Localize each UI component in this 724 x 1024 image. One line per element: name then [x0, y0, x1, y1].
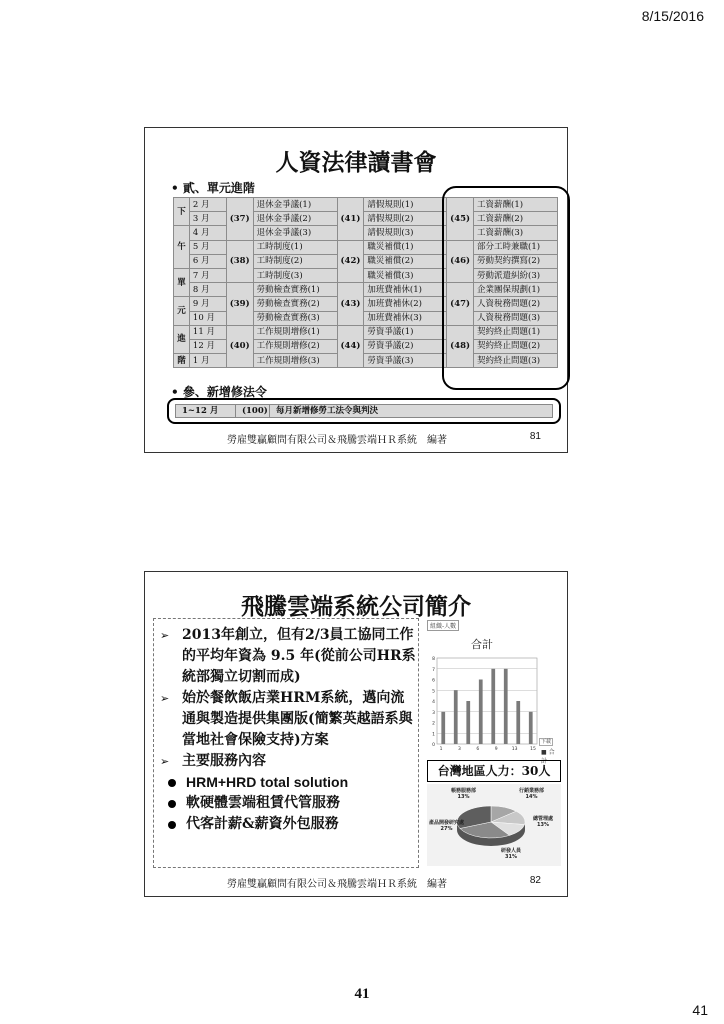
- y-tick-label: 7: [432, 667, 435, 673]
- session-number: (42): [337, 240, 364, 283]
- new-law-row: [175, 404, 553, 418]
- month-cell: 11 月: [189, 325, 226, 339]
- session-number: (45): [447, 198, 474, 241]
- topic-cell: 每月新增修勞工法令與判決: [276, 406, 379, 416]
- bullet-dot-icon: [168, 821, 176, 829]
- topic-cell: 人資稅務問題(3): [474, 311, 558, 325]
- y-tick-label: 0: [432, 743, 435, 748]
- bullet-dot-icon: [168, 800, 176, 808]
- legend-entry: ■ 合計: [541, 749, 555, 765]
- sub-item: 代客計薪&薪資外包服務: [160, 814, 418, 835]
- month-cell: 6 月: [189, 254, 226, 268]
- x-tick-label: 3: [457, 747, 461, 752]
- x-tick-label: 1: [439, 747, 443, 752]
- side-label-cell: 進: [174, 325, 190, 353]
- slide-number: 81: [529, 431, 541, 442]
- headcount-bar-chart: [427, 620, 559, 765]
- bar: [529, 712, 533, 744]
- topic-cell: 勞動契約撰寫(2): [474, 254, 558, 268]
- session-number: (38): [226, 240, 253, 283]
- side-label-cell: 午: [174, 226, 190, 269]
- topic-cell: 勞動檢查實務(1): [253, 283, 337, 297]
- session-number: (43): [337, 283, 364, 326]
- bar: [466, 701, 470, 744]
- arrow-icon: ➢: [160, 629, 170, 642]
- month-cell: 12 月: [189, 339, 226, 353]
- topic-cell: 工時制度(1): [253, 240, 337, 254]
- topic-cell: 工資薪酬(2): [474, 212, 558, 226]
- topic-cell: 企業團保規劃(1): [474, 283, 558, 297]
- session-number: (39): [226, 283, 253, 326]
- topic-cell: 職災補償(2): [364, 254, 447, 268]
- session-number: (41): [337, 198, 364, 241]
- slide-number: 82: [529, 875, 541, 886]
- list-item: ➢ 2013年創立，但有2/3員工協同工作的平均年資為 9.5 年(從前公司HR系統部獨立切割而成): [160, 627, 416, 685]
- topic-cell: 勞動派遣糾紛(3): [474, 268, 558, 282]
- plot-area: [437, 658, 537, 744]
- bar: [516, 701, 520, 744]
- month-cell: 9 月: [189, 297, 226, 311]
- topic-cell: 工作規則增修(2): [253, 339, 337, 353]
- department-pie-chart: [427, 784, 561, 866]
- staff-count-label: 台灣地區人力：30人: [427, 760, 561, 782]
- topic-cell: 勞動檢查實務(3): [253, 311, 337, 325]
- page-number-corner: 41: [692, 1002, 708, 1018]
- y-tick-label: 3: [432, 710, 435, 716]
- pie-label: 帳務服務部 13%: [451, 788, 477, 800]
- arrow-icon: ➢: [160, 692, 170, 705]
- slide-82: [144, 571, 568, 897]
- topic-cell: 工作規則增修(3): [253, 354, 337, 368]
- list-item: ➢ 始於餐飲飯店業HRM系統，邁向流通與製造提供集團版(簡繁英越語系與當地社會保險支持)方案: [160, 690, 413, 748]
- bar: [441, 712, 445, 744]
- sub-item: 軟硬體雲端租賃代管服務: [160, 793, 418, 814]
- topic-cell: 工時制度(3): [253, 268, 337, 282]
- topic-cell: 契約終止問題(1): [474, 325, 558, 339]
- y-tick-label: 1: [432, 732, 435, 738]
- pie-label: 產品開發研究處 27%: [429, 820, 465, 832]
- month-cell: 8 月: [189, 283, 226, 297]
- topic-cell: 加班費補休(1): [364, 283, 447, 297]
- session-number: (46): [447, 240, 474, 283]
- month-cell: 10 月: [189, 311, 226, 325]
- x-tick-label: 13: [511, 747, 518, 752]
- bar: [454, 690, 458, 744]
- month-cell: 4 月: [189, 226, 226, 240]
- chart-tag: 組織-人數: [427, 620, 459, 631]
- x-tick-label: 6: [476, 747, 480, 752]
- intro-box: [153, 618, 419, 868]
- topic-cell: 職災補償(1): [364, 240, 447, 254]
- session-number: (48): [447, 325, 474, 368]
- footer-text: 勞雇雙贏顧問有限公司＆飛騰雲端ＨＲ系統 編著: [227, 435, 447, 446]
- slide-title: 飛騰雲端系統公司簡介: [241, 593, 471, 620]
- session-number: (40): [226, 325, 253, 368]
- session-number: (37): [226, 198, 253, 241]
- session-number: (44): [337, 325, 364, 368]
- y-tick-label: 6: [432, 678, 435, 684]
- side-label-cell: 階: [174, 354, 190, 368]
- pie-label: 總管理處 13%: [533, 816, 554, 828]
- topic-cell: 退休金爭議(2): [253, 212, 337, 226]
- bar: [491, 669, 495, 744]
- session-number: (100): [236, 405, 270, 417]
- x-tick-label: 15: [530, 747, 536, 752]
- topic-cell: 勞資爭議(3): [364, 354, 447, 368]
- pie-label: 研發人員 31%: [501, 848, 522, 860]
- bullet-dot-icon: [168, 779, 176, 787]
- arrow-icon: ➢: [160, 755, 170, 768]
- x-tick-label: 9: [494, 747, 498, 752]
- side-label-cell: 下: [174, 198, 190, 226]
- sub-item: HRM+HRD total solution: [160, 772, 418, 793]
- topic-cell: 加班費補休(3): [364, 311, 447, 325]
- topic-cell: 工資薪酬(3): [474, 226, 558, 240]
- y-tick-label: 5: [432, 689, 435, 695]
- chart-title: 合計: [471, 638, 493, 651]
- page-number: 41: [354, 986, 370, 1002]
- y-tick-label: 4: [432, 700, 435, 705]
- y-tick-label: 8: [432, 657, 435, 662]
- month-cell: 5 月: [189, 240, 226, 254]
- highlight-outline: [167, 398, 561, 424]
- topic-cell: 請假規則(1): [364, 198, 447, 212]
- month-cell: 3 月: [189, 212, 226, 226]
- topic-cell: 工時制度(2): [253, 254, 337, 268]
- month-cell: 1~12 月: [176, 405, 236, 417]
- topic-cell: 勞動檢查實務(2): [253, 297, 337, 311]
- topic-cell: 退休金爭議(1): [253, 198, 337, 212]
- topic-cell: 請假規則(2): [364, 212, 447, 226]
- bar: [504, 669, 508, 744]
- topic-cell: 請假規則(3): [364, 226, 447, 240]
- topic-cell: 加班費補休(2): [364, 297, 447, 311]
- topic-cell: 人資稅務問題(2): [474, 297, 558, 311]
- side-label-cell: 元: [174, 297, 190, 325]
- topic-cell: 工資薪酬(1): [474, 198, 558, 212]
- month-cell: 1 月: [189, 354, 226, 368]
- y-tick-label: 2: [432, 721, 435, 727]
- topic-cell: 契約終止問題(3): [474, 354, 558, 368]
- side-label-cell: 單: [174, 268, 190, 296]
- section-heading: • 貳、單元進階: [171, 181, 255, 195]
- topic-cell: 工作規則增修(1): [253, 325, 337, 339]
- month-cell: 7 月: [189, 268, 226, 282]
- print-date: 8/15/2016: [641, 8, 704, 24]
- session-number: (47): [447, 283, 474, 326]
- section-heading: • 參、新增修法令: [171, 385, 267, 399]
- topic-cell: 退休金爭議(3): [253, 226, 337, 240]
- list-item: ➢ 主要服務內容: [160, 751, 418, 772]
- pie-label: 行銷業務部 14%: [519, 788, 545, 800]
- legend-download: 下載: [541, 739, 552, 745]
- topic-cell: 勞資爭議(1): [364, 325, 447, 339]
- topic-cell: 職災補償(3): [364, 268, 447, 282]
- topic-cell: 勞資爭議(2): [364, 339, 447, 353]
- slide-81: [144, 127, 568, 453]
- intro-list: [160, 625, 418, 835]
- month-cell: 2 月: [189, 198, 226, 212]
- topic-cell: 契約終止問題(2): [474, 339, 558, 353]
- footer-text: 勞雇雙贏顧問有限公司＆飛騰雲端ＨＲ系統 編著: [227, 879, 447, 890]
- highlight-outline: [442, 186, 570, 390]
- slide-title: 人資法律讀書會: [275, 149, 437, 176]
- topic-cell: 部分工時兼職(1): [474, 240, 558, 254]
- bar: [479, 680, 483, 745]
